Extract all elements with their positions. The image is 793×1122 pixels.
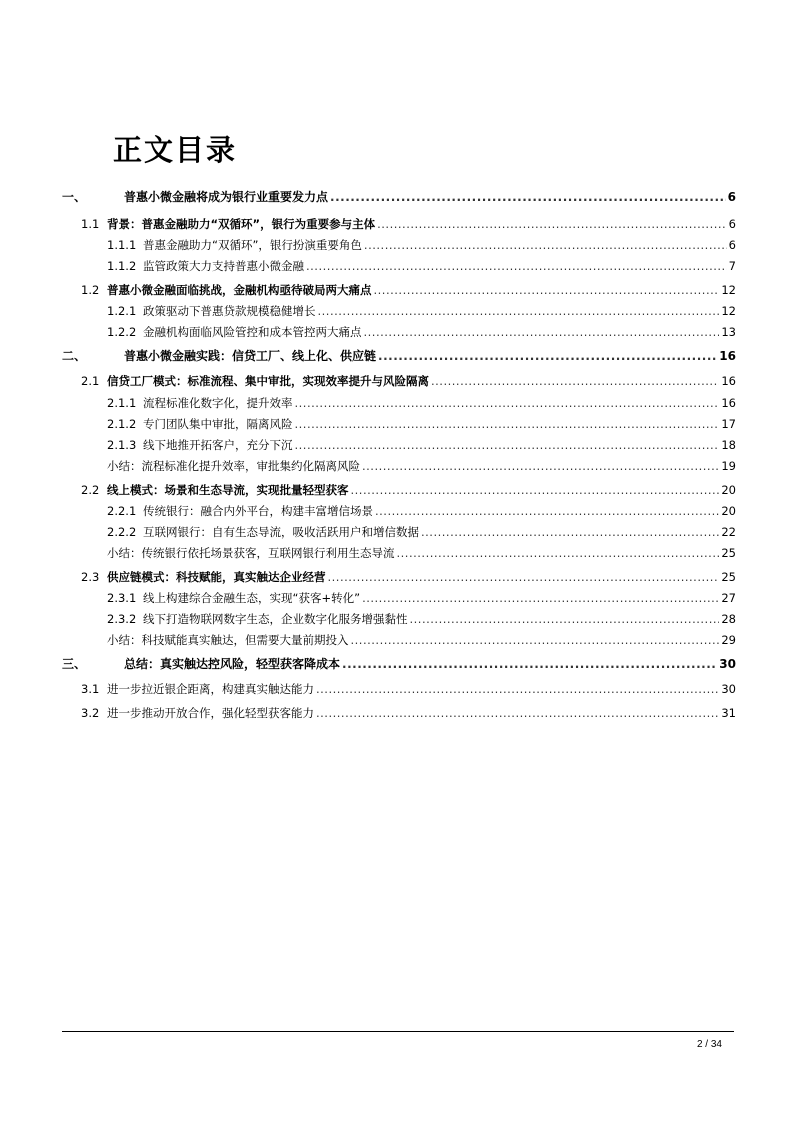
toc-entry-2-2[interactable] xyxy=(81,480,736,500)
toc-entry-title: 背景：普惠金融助力“双循环”，银行为重要参与主体 xyxy=(107,217,376,231)
page-title: 正文目录 xyxy=(113,133,238,167)
toc-entry-title: 专门团队集中审批，隔离风险 xyxy=(143,417,293,431)
toc-entry-title: 监管政策大力支持普惠小微金融 xyxy=(143,259,304,273)
toc-entry-page: 6 xyxy=(727,190,736,204)
toc-entry-number: 2.1.3 xyxy=(107,438,137,452)
toc-entry-2-3-summary[interactable] xyxy=(107,630,736,650)
toc-entry-2-2-2[interactable] xyxy=(107,522,736,542)
toc-leader-dots xyxy=(316,703,719,723)
toc-entry-2-3-2[interactable] xyxy=(107,609,736,629)
toc-leader-dots xyxy=(318,301,720,321)
toc-entry-number: 1.1 xyxy=(81,217,100,231)
toc-entry-number: 三、 xyxy=(62,657,87,671)
toc-entry-title: 政策驱动下普惠贷款规模稳健增长 xyxy=(143,304,316,318)
toc-leader-dots xyxy=(397,543,720,563)
toc-entry-number: 一、 xyxy=(62,190,87,204)
toc-entry-page: 30 xyxy=(719,657,736,671)
toc-leader-dots xyxy=(364,322,720,342)
toc-entry-title: 普惠小微金融实践：信贷工厂、线上化、供应链 xyxy=(124,349,377,363)
toc-leader-dots xyxy=(351,480,720,500)
toc-entry-number: 2.2 xyxy=(81,483,100,497)
toc-entry-title: 互联网银行：自有生态导流，吸收活跃用户和增信数据 xyxy=(143,525,419,539)
toc-entry-page: 25 xyxy=(721,570,736,584)
toc-entry-2-1-1[interactable] xyxy=(107,393,736,413)
toc-leader-dots xyxy=(375,501,719,521)
toc-entry-3-1[interactable] xyxy=(81,679,736,699)
toc-entry-title: 小结：传统银行依托场景获客，互联网银行利用生态导流 xyxy=(107,546,395,560)
toc-leader-dots xyxy=(295,393,720,413)
toc-entry-number: 1.2.2 xyxy=(107,325,137,339)
toc-entry-3-2[interactable] xyxy=(81,703,736,723)
toc-entry-page: 20 xyxy=(721,504,736,518)
toc-entry-title: 小结：科技赋能真实触达，但需要大量前期投入 xyxy=(107,633,349,647)
toc-entry-page: 6 xyxy=(728,217,736,231)
page-number: 2 / 34 xyxy=(696,1039,722,1050)
toc-entry-3[interactable] xyxy=(62,654,736,674)
toc-entry-2-1-2[interactable] xyxy=(107,414,736,434)
toc-leader-dots xyxy=(378,346,717,366)
toc-entry-title: 进一步推动开放合作，强化轻型获客能力 xyxy=(107,706,314,720)
toc-entry-page: 12 xyxy=(721,283,736,297)
toc-entry-1-2-1[interactable] xyxy=(107,301,736,321)
toc-entry-1-1-1[interactable] xyxy=(107,235,736,255)
toc-entry-1-2-2[interactable] xyxy=(107,322,736,342)
toc-entry-page: 25 xyxy=(721,546,736,560)
toc-entry-number: 2.3.2 xyxy=(107,612,137,626)
toc-entry-title: 线上构建综合金融生态，实现“获客+转化” xyxy=(143,591,361,605)
toc-entry-1-1-2[interactable] xyxy=(107,256,736,276)
toc-entry-2-1[interactable] xyxy=(81,371,736,391)
toc-entry-number: 2.2.1 xyxy=(107,504,137,518)
toc-leader-dots xyxy=(351,630,720,650)
toc-leader-dots xyxy=(364,235,727,255)
toc-entry-title: 传统银行：融合内外平台，构建丰富增信场景 xyxy=(143,504,373,518)
toc-entry-title: 小结：流程标准化提升效率，审批集约化隔离风险 xyxy=(107,459,360,473)
toc-entry-page: 20 xyxy=(721,483,736,497)
toc-leader-dots xyxy=(295,414,720,434)
toc-entry-page: 6 xyxy=(728,238,736,252)
footer-divider xyxy=(62,1031,734,1032)
toc-entry-page: 22 xyxy=(721,525,736,539)
toc-entry-number: 2.3.1 xyxy=(107,591,137,605)
toc-entry-title: 线上模式：场景和生态导流，实现批量轻型获客 xyxy=(107,483,349,497)
toc-entry-number: 2.2.2 xyxy=(107,525,137,539)
toc-leader-dots xyxy=(421,522,719,542)
toc-entry-title: 总结：真实触达控风险，轻型获客降成本 xyxy=(124,657,341,671)
toc-entry-page: 30 xyxy=(721,682,736,696)
toc-entry-1-2[interactable] xyxy=(81,280,736,300)
toc-entry-page: 31 xyxy=(721,706,736,720)
toc-entry-number: 1.2.1 xyxy=(107,304,137,318)
toc-entry-number: 二、 xyxy=(62,349,87,363)
toc-entry-2-2-summary[interactable] xyxy=(107,543,736,563)
toc-entry-page: 7 xyxy=(728,259,736,273)
toc-entry-2[interactable] xyxy=(62,346,736,366)
toc-entry-title: 普惠小微金融将成为银行业重要发力点 xyxy=(124,190,329,204)
toc-entry-number: 2.1 xyxy=(81,374,100,388)
toc-entry-number: 2.1.1 xyxy=(107,396,137,410)
toc-entry-page: 27 xyxy=(721,591,736,605)
toc-entry-page: 17 xyxy=(721,417,736,431)
toc-entry-number: 2.1.2 xyxy=(107,417,137,431)
toc-entry-2-2-1[interactable] xyxy=(107,501,736,521)
toc-entry-1[interactable] xyxy=(62,187,736,207)
toc-leader-dots xyxy=(330,187,726,207)
toc-leader-dots xyxy=(377,214,727,234)
toc-entry-2-1-3[interactable] xyxy=(107,435,736,455)
toc-entry-page: 19 xyxy=(721,459,736,473)
toc-entry-title: 线下地推开拓客户，充分下沉 xyxy=(143,438,293,452)
toc-entry-title: 进一步拉近银企距离，构建真实触达能力 xyxy=(107,682,314,696)
toc-entry-title: 供应链模式：科技赋能，真实触达企业经营 xyxy=(107,570,326,584)
toc-entry-2-1-summary[interactable] xyxy=(107,456,736,476)
toc-entry-page: 28 xyxy=(721,612,736,626)
toc-entry-title: 普惠金融助力“双循环”，银行扮演重要角色 xyxy=(143,238,362,252)
toc-entry-page: 18 xyxy=(721,438,736,452)
toc-entry-title: 金融机构面临风险管控和成本管控两大痛点 xyxy=(143,325,362,339)
toc-entry-2-3-1[interactable] xyxy=(107,588,736,608)
toc-entry-2-3[interactable] xyxy=(81,567,736,587)
toc-leader-dots xyxy=(362,588,719,608)
toc-entry-title: 信贷工厂模式：标准流程、集中审批，实现效率提升与风险隔离 xyxy=(107,374,429,388)
toc-entry-number: 3.2 xyxy=(81,706,100,720)
toc-leader-dots xyxy=(342,654,717,674)
toc-leader-dots xyxy=(328,567,720,587)
toc-entry-page: 16 xyxy=(719,349,736,363)
toc-leader-dots xyxy=(374,280,720,300)
toc-leader-dots xyxy=(306,256,727,276)
toc-entry-number: 2.3 xyxy=(81,570,100,584)
toc-leader-dots xyxy=(362,456,719,476)
toc-leader-dots xyxy=(410,609,720,629)
toc-leader-dots xyxy=(316,679,719,699)
toc-entry-1-1[interactable] xyxy=(81,214,736,234)
toc-entry-number: 3.1 xyxy=(81,682,100,696)
toc-entry-page: 13 xyxy=(721,325,736,339)
toc-entry-page: 29 xyxy=(721,633,736,647)
toc-leader-dots xyxy=(431,371,719,391)
toc-entry-number: 1.1.1 xyxy=(107,238,137,252)
toc-entry-number: 1.2 xyxy=(81,283,100,297)
toc-entry-title: 流程标准化数字化，提升效率 xyxy=(143,396,293,410)
toc-entry-page: 16 xyxy=(721,396,736,410)
toc-entry-title: 普惠小微金融面临挑战，金融机构亟待破局两大痛点 xyxy=(107,283,372,297)
toc-entry-title: 线下打造物联网数字生态，企业数字化服务增强黏性 xyxy=(143,612,408,626)
toc-entry-page: 16 xyxy=(721,374,736,388)
toc-entry-page: 12 xyxy=(721,304,736,318)
toc-leader-dots xyxy=(295,435,720,455)
toc-entry-number: 1.1.2 xyxy=(107,259,137,273)
